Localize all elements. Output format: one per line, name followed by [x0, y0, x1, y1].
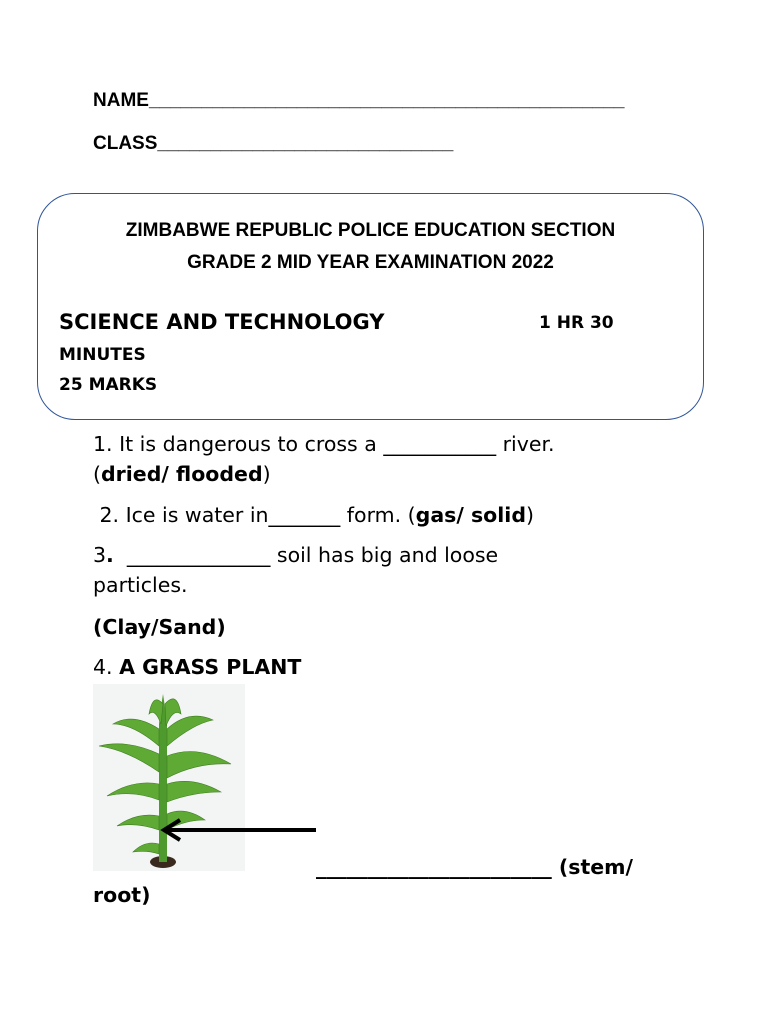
question-3 — [93, 540, 693, 600]
question-1 — [93, 429, 693, 489]
question-4-options-b: root) — [93, 883, 151, 907]
question-1-close-paren: ) — [262, 462, 271, 486]
subject-title: SCIENCE AND TECHNOLOGY — [59, 310, 385, 334]
stem-pointer-arrow-icon — [158, 816, 320, 844]
question-4-answer-line — [316, 855, 633, 879]
class-blank[interactable]: ____________________________ — [157, 133, 454, 154]
question-1-options: dried/ flooded — [101, 462, 263, 486]
question-3-number: 3 — [93, 543, 107, 567]
question-3-options: (Clay/Sand) — [93, 615, 226, 639]
question-2 — [93, 500, 534, 530]
question-1-text: 1. It is dangerous to cross a ___________ river. — [93, 432, 555, 456]
question-3-line1 — [93, 540, 693, 570]
question-4-answer-blank[interactable]: _______________________ — [316, 855, 552, 879]
question-3-dot: . — [106, 543, 114, 567]
question-2-text: 2. Ice is water in_______ form. ( — [93, 503, 416, 527]
question-3-text-cont: particles. — [93, 573, 188, 597]
name-line — [93, 90, 624, 112]
question-3-text: ______________ soil has big and loose — [113, 543, 499, 567]
question-2-close-paren: ) — [526, 503, 534, 527]
duration-minutes: MINUTES — [59, 345, 146, 365]
institution-heading: ZIMBABWE REPUBLIC POLICE EDUCATION SECTION — [125, 220, 616, 241]
name-label: NAME — [93, 90, 149, 111]
class-label: CLASS — [93, 133, 158, 154]
question-4-options-a: (stem/ — [551, 855, 634, 879]
duration-hours: 1 HR 30 — [539, 313, 614, 333]
exam-title-box — [37, 193, 704, 420]
total-marks: 25 MARKS — [59, 375, 158, 395]
question-4-heading — [93, 655, 301, 679]
class-line — [93, 133, 453, 155]
exam-heading: GRADE 2 MID YEAR EXAMINATION 2022 — [187, 252, 554, 273]
question-4-title: A GRASS PLANT — [119, 655, 302, 679]
name-blank[interactable]: _____________________________________________ — [148, 90, 625, 111]
question-4-number: 4. — [93, 655, 120, 679]
question-1-options-line — [93, 459, 693, 489]
question-2-options: gas/ solid — [415, 503, 526, 527]
question-1-open-paren: ( — [93, 462, 101, 486]
